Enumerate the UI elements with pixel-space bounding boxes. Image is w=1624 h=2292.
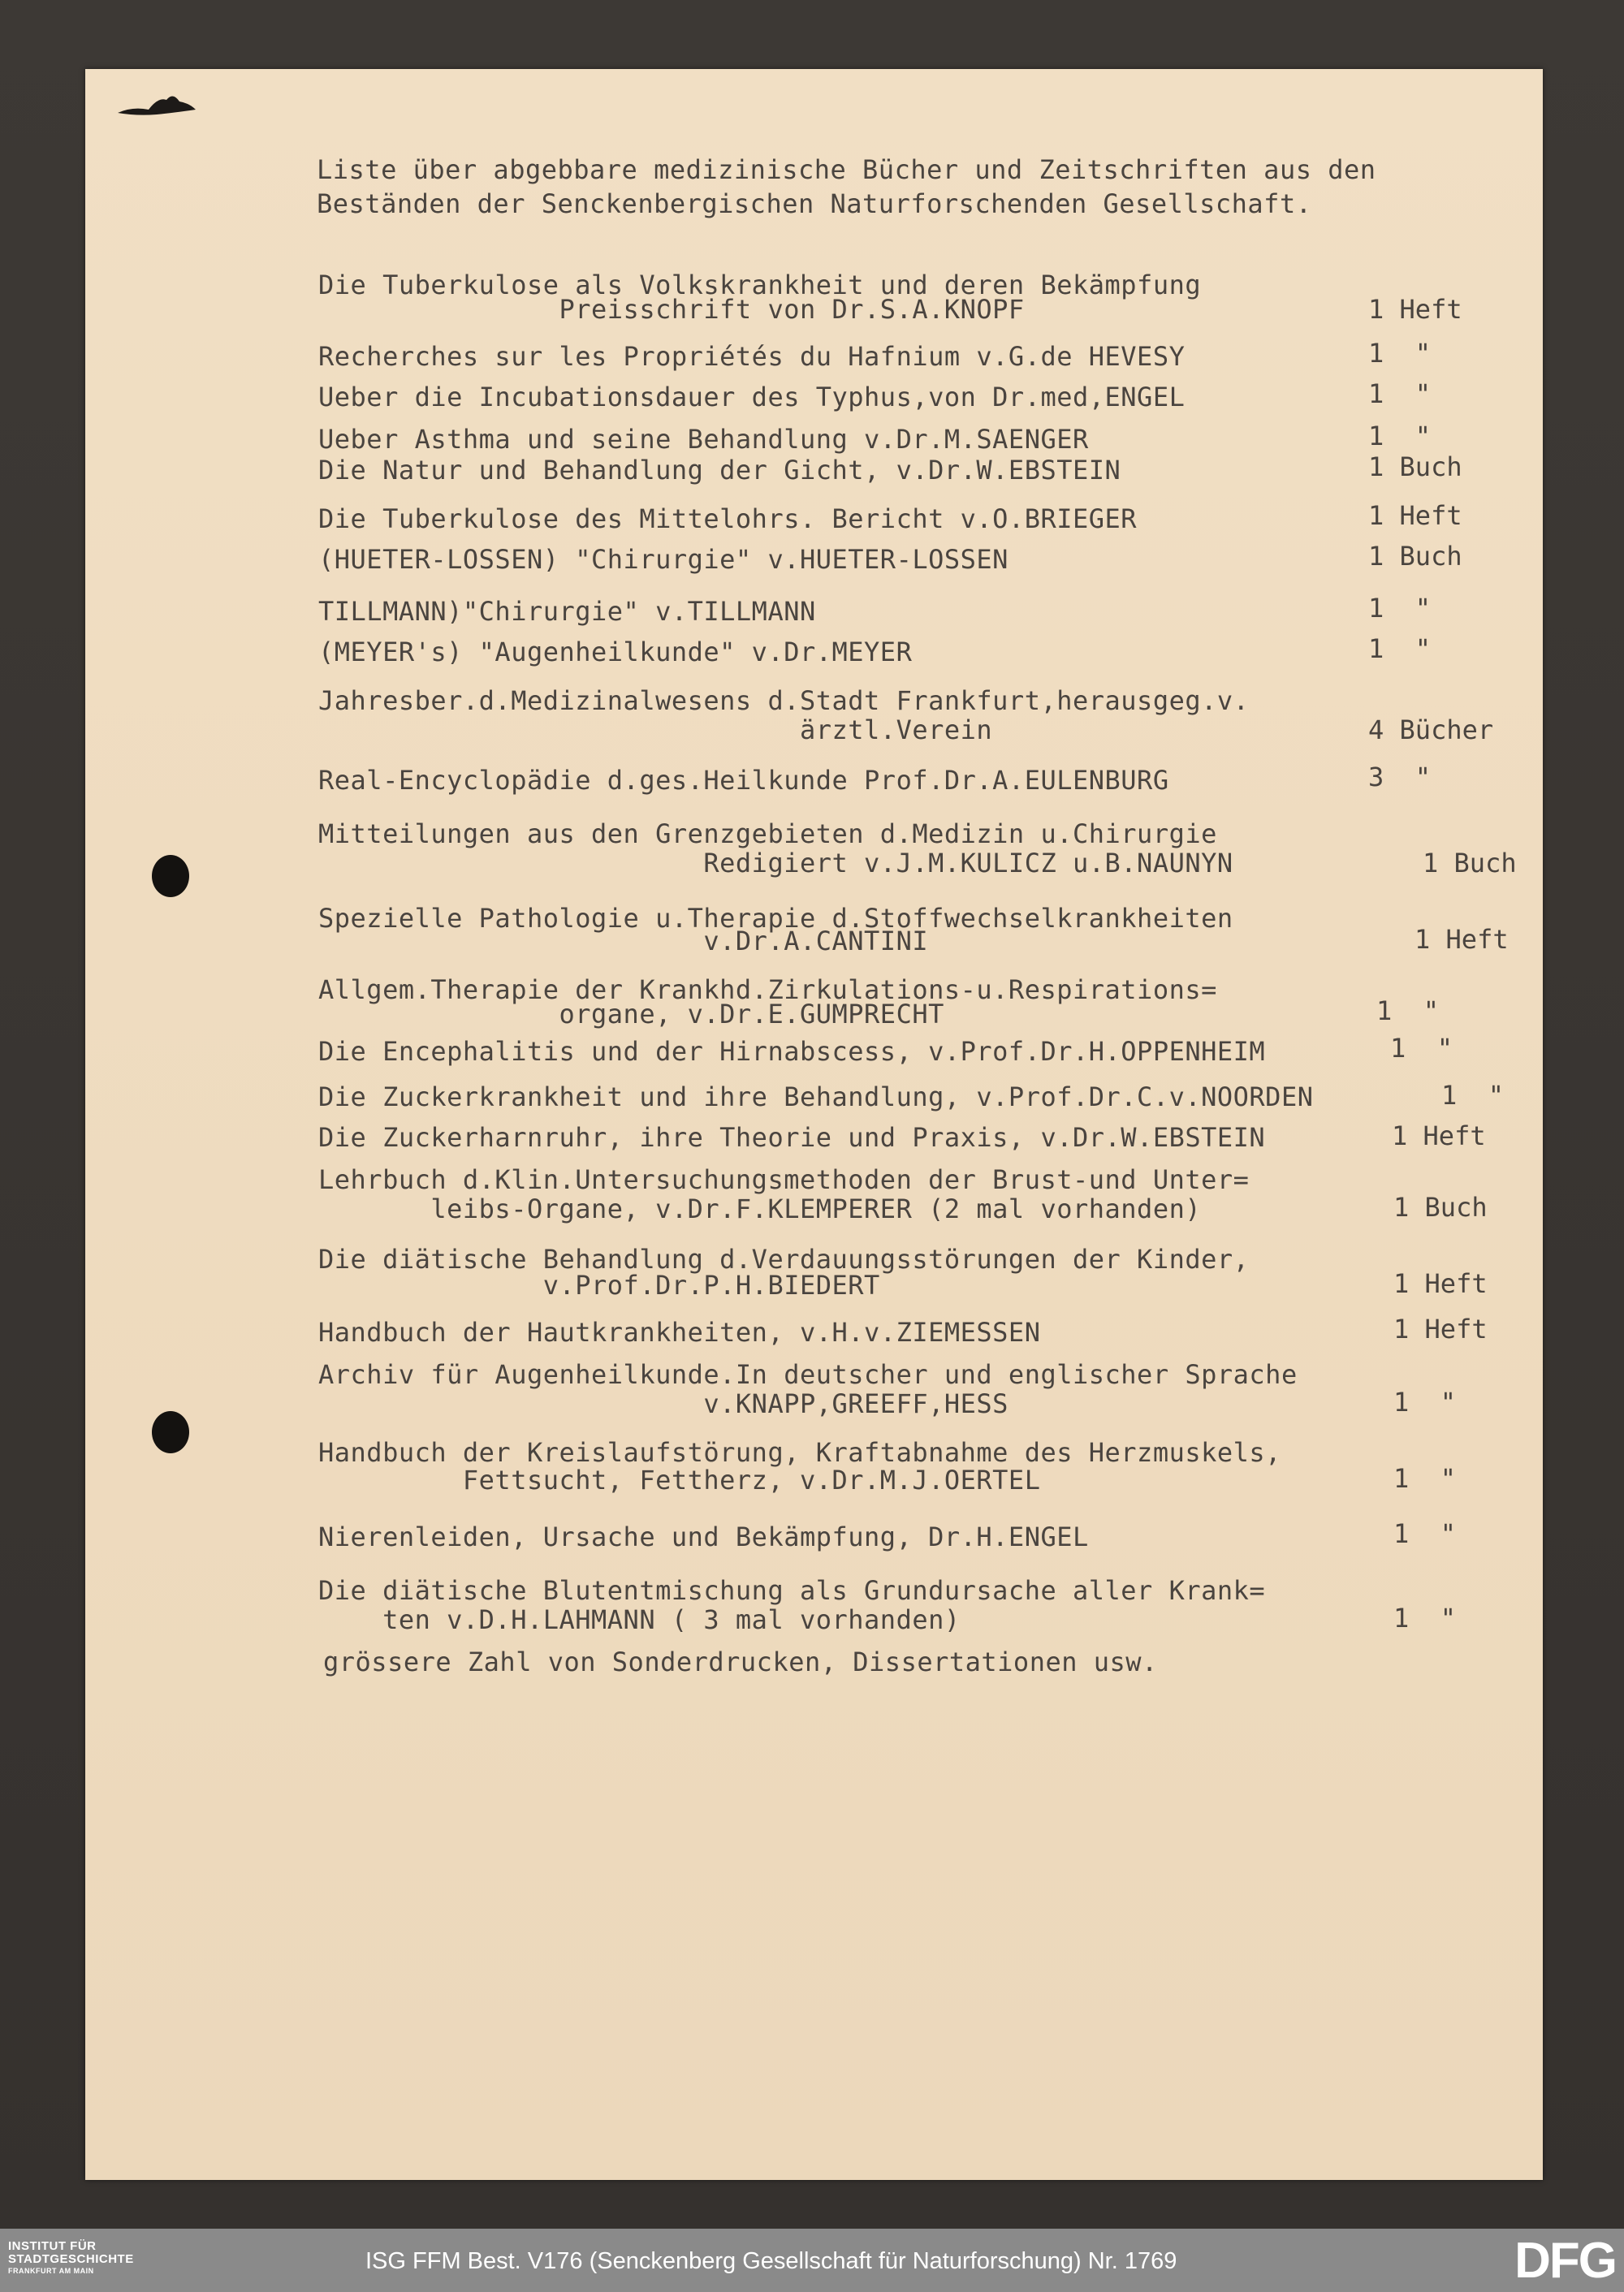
entry-line: Die diätische Blutentmischung als Grundursache aller Krank= (318, 1575, 1266, 1606)
entry-line: leibs-Organe, v.Dr.F.KLEMPERER (2 mal vorhanden) (318, 1193, 1202, 1224)
entry-line: Preisschrift von Dr.S.A.KNOPF (318, 294, 1025, 325)
entry-line: Die Encephalitis und der Hirnabscess, v.Prof.Dr.H.OPPENHEIM (318, 1036, 1266, 1067)
entry-line: Ueber die Incubationsdauer des Typhus,von Dr.med,ENGEL (318, 382, 1186, 412)
entry-quantity: 1 Buch (1393, 1192, 1488, 1223)
entry-line: v.KNAPP,GREEFF,HESS (318, 1388, 1009, 1419)
document-title-line-1: Liste über abgebbare medizinische Bücher und Zeitschriften aus den (317, 154, 1376, 185)
entry-quantity: 1 Heft (1415, 924, 1509, 955)
entry-line: v.Dr.A.CANTINI (318, 926, 929, 956)
entry-quantity: 1 " (1368, 633, 1432, 664)
entry-quantity: 1 " (1393, 1387, 1457, 1418)
entry-line: ten v.D.H.LAHMANN ( 3 mal vorhanden) (318, 1604, 961, 1635)
entry-line: Die Tuberkulose des Mittelohrs. Bericht v.O.BRIEGER (318, 503, 1138, 534)
institute-logo-line-3: FRANKFURT AM MAIN (8, 2267, 94, 2275)
ink-blot-mark (116, 88, 197, 121)
entry-quantity: 1 Buch (1423, 848, 1517, 878)
institute-logo-line-1: INSTITUT FÜR (8, 2239, 97, 2253)
archive-caption: ISG FFM Best. V176 (Senckenberg Gesellschaft für Naturforschung) Nr. 1769 (365, 2248, 1177, 2274)
institute-logo (8, 2240, 162, 2286)
entry-line: ärztl.Verein (318, 714, 993, 745)
entry-quantity: 1 " (1376, 995, 1440, 1026)
entry-line: Spezielle Pathologie u.Therapie d.Stoffwechselkrankheiten (318, 903, 1233, 934)
entry-quantity: 1 Heft (1368, 294, 1462, 325)
entry-quantity: 1 " (1393, 1518, 1457, 1549)
entry-line: organe, v.Dr.E.GUMPRECHT (318, 999, 944, 1029)
entry-quantity: 1 Heft (1392, 1120, 1486, 1151)
entry-line: Handbuch der Hautkrankheiten, v.H.v.ZIEMESSEN (318, 1317, 1041, 1348)
entry-quantity: 1 Buch (1368, 541, 1462, 572)
entry-quantity: 1 " (1390, 1033, 1453, 1064)
entry-quantity: 3 " (1368, 762, 1432, 792)
entry-line: Die Natur und Behandlung der Gicht, v.Dr.W.EBSTEIN (318, 455, 1121, 486)
entry-line: Handbuch der Kreislaufstörung, Kraftabnahme des Herzmuskels, (318, 1437, 1281, 1468)
entry-line: Real-Encyclopädie d.ges.Heilkunde Prof.Dr.A.EULENBURG (318, 765, 1169, 796)
entry-quantity: 4 Bücher (1368, 714, 1494, 745)
entry-line: Mitteilungen aus den Grenzgebieten d.Medizin u.Chirurgie (318, 818, 1217, 849)
entry-quantity: 1 " (1441, 1080, 1505, 1111)
entry-line: Nierenleiden, Ursache und Bekämpfung, Dr.H.ENGEL (318, 1522, 1089, 1552)
archive-footer-bar (0, 2229, 1624, 2292)
dfg-logo: DFG (1514, 2233, 1616, 2289)
entry-line: (MEYER's) "Augenheilkunde" v.Dr.MEYER (318, 637, 913, 667)
entry-line: Jahresber.d.Medizinalwesens d.Stadt Frankfurt,herausgeg.v. (318, 685, 1250, 716)
institute-logo-line-2: STADTGESCHICHTE (8, 2252, 134, 2266)
entry-quantity: 1 Heft (1368, 500, 1462, 531)
document-title-line-2: Beständen der Senckenbergischen Naturforschenden Gesellschaft. (317, 188, 1312, 219)
entry-line: Die Tuberkulose als Volkskrankheit und deren Bekämpfung (318, 270, 1202, 300)
entry-line: Allgem.Therapie der Krankhd.Zirkulations-u.Respirations= (318, 974, 1217, 1005)
entry-quantity: 1 " (1368, 593, 1432, 624)
entry-line: Die diätische Behandlung d.Verdauungsstörungen der Kinder, (318, 1244, 1250, 1275)
entry-quantity: 1 " (1368, 421, 1432, 451)
entry-quantity: 1 " (1368, 378, 1432, 409)
entry-line: Die Zuckerharnruhr, ihre Theorie und Praxis, v.Dr.W.EBSTEIN (318, 1122, 1266, 1153)
entry-quantity: 1 " (1393, 1463, 1457, 1494)
entry-line: Archiv für Augenheilkunde.In deutscher und englischer Sprache (318, 1359, 1298, 1390)
punch-hole-bottom (152, 1411, 189, 1453)
entry-line: Recherches sur les Propriétés du Hafnium v.G.de HEVESY (318, 341, 1186, 372)
entry-quantity: 1 " (1393, 1603, 1457, 1634)
entry-line: Die Zuckerkrankheit und ihre Behandlung, v.Prof.Dr.C.v.NOORDEN (318, 1081, 1314, 1112)
entry-line: Fettsucht, Fettherz, v.Dr.M.J.OERTEL (318, 1465, 1041, 1496)
entry-line: TILLMANN)"Chirurgie" v.TILLMANN (318, 596, 816, 627)
entry-line: Ueber Asthma und seine Behandlung v.Dr.M.SAENGER (318, 424, 1089, 455)
entry-quantity: 1 Buch (1368, 451, 1462, 482)
entry-quantity: 1 Heft (1393, 1268, 1488, 1299)
entry-line: v.Prof.Dr.P.H.BIEDERT (318, 1270, 880, 1301)
entry-line: Redigiert v.J.M.KULICZ u.B.NAUNYN (318, 848, 1233, 878)
entry-quantity: 1 Heft (1393, 1314, 1488, 1345)
closing-line: grössere Zahl von Sonderdrucken, Dissertationen usw. (323, 1647, 1158, 1677)
entry-line: Lehrbuch d.Klin.Untersuchungsmethoden der Brust-und Unter= (318, 1164, 1250, 1195)
entry-quantity: 1 " (1368, 338, 1432, 369)
punch-hole-top (152, 855, 189, 897)
entry-line: (HUETER-LOSSEN) "Chirurgie" v.HUETER-LOSSEN (318, 544, 1009, 575)
